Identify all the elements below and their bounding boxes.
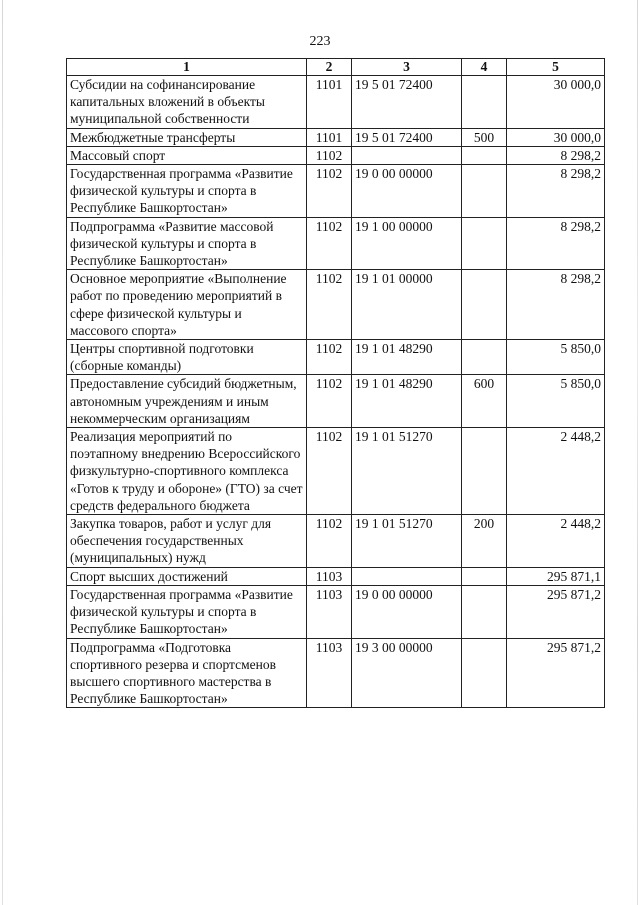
row-name: Массовый спорт [67, 146, 307, 164]
row-amount: 8 298,2 [507, 146, 605, 164]
row-name: Реализация мероприятий по поэтапному внедрению Всероссийского физкультурно-спортивного комплекса «Готов к труду и обороне» (ГТО) за счет средств федерального бюджета [67, 428, 307, 515]
row-amount: 2 448,2 [507, 515, 605, 568]
table-row [67, 217, 605, 270]
row-csr [352, 146, 462, 164]
table-row [67, 428, 605, 515]
row-section: 1101 [307, 76, 352, 129]
row-amount: 5 850,0 [507, 340, 605, 375]
row-amount: 295 871,2 [507, 638, 605, 708]
row-section: 1102 [307, 340, 352, 375]
row-amount: 30 000,0 [507, 128, 605, 146]
table-row [67, 375, 605, 428]
row-section: 1103 [307, 567, 352, 585]
table-header [67, 59, 605, 76]
table-row [67, 340, 605, 375]
row-csr: 19 3 00 00000 [352, 638, 462, 708]
row-csr: 19 1 01 00000 [352, 270, 462, 340]
row-amount: 295 871,1 [507, 567, 605, 585]
row-section: 1103 [307, 638, 352, 708]
row-amount: 8 298,2 [507, 165, 605, 218]
row-section: 1102 [307, 146, 352, 164]
scan-edge-right [637, 0, 638, 905]
row-name: Подпрограмма «Подготовка спортивного резерва и спортсменов высшего спортивного мастерства в Республике Башкортостан» [67, 638, 307, 708]
header-col-3: 3 [352, 59, 462, 76]
row-section: 1102 [307, 515, 352, 568]
row-section: 1102 [307, 375, 352, 428]
header-col-4: 4 [462, 59, 507, 76]
budget-table [66, 58, 605, 708]
header-col-2: 2 [307, 59, 352, 76]
row-name: Центры спортивной подготовки (сборные команды) [67, 340, 307, 375]
table-row [67, 515, 605, 568]
row-vr [462, 146, 507, 164]
row-section: 1102 [307, 428, 352, 515]
row-amount: 2 448,2 [507, 428, 605, 515]
table-row [67, 567, 605, 585]
row-section: 1102 [307, 217, 352, 270]
row-vr: 600 [462, 375, 507, 428]
row-name: Спорт высших достижений [67, 567, 307, 585]
row-csr: 19 0 00 00000 [352, 585, 462, 638]
row-section: 1102 [307, 165, 352, 218]
row-section: 1102 [307, 270, 352, 340]
table-row [67, 165, 605, 218]
row-vr [462, 270, 507, 340]
row-csr: 19 1 00 00000 [352, 217, 462, 270]
table-body [67, 76, 605, 708]
row-csr: 19 1 01 51270 [352, 428, 462, 515]
header-row [67, 59, 605, 76]
table-row [67, 128, 605, 146]
table-row [67, 638, 605, 708]
table-row [67, 76, 605, 129]
row-vr [462, 340, 507, 375]
row-csr: 19 1 01 51270 [352, 515, 462, 568]
row-vr [462, 165, 507, 218]
table-row [67, 270, 605, 340]
row-amount: 295 871,2 [507, 585, 605, 638]
row-csr: 19 5 01 72400 [352, 76, 462, 129]
row-amount: 8 298,2 [507, 270, 605, 340]
row-name: Государственная программа «Развитие физической культуры и спорта в Республике Башкортостан» [67, 165, 307, 218]
row-vr [462, 638, 507, 708]
row-vr [462, 585, 507, 638]
scan-edge-left [2, 0, 3, 905]
row-name: Основное мероприятие «Выполнение работ по проведению мероприятий в сфере физической культуры и массового спорта» [67, 270, 307, 340]
header-col-5: 5 [507, 59, 605, 76]
row-name: Закупка товаров, работ и услуг для обеспечения государственных (муниципальных) нужд [67, 515, 307, 568]
page-number: 223 [309, 34, 331, 49]
row-vr: 500 [462, 128, 507, 146]
row-csr: 19 1 01 48290 [352, 375, 462, 428]
row-section: 1103 [307, 585, 352, 638]
row-vr [462, 76, 507, 129]
row-name: Субсидии на софинансирование капитальных вложений в объекты муниципальной собственности [67, 76, 307, 129]
row-name: Предоставление субсидий бюджетным, автономным учреждениям и иным некоммерческим организациям [67, 375, 307, 428]
row-section: 1101 [307, 128, 352, 146]
header-col-1: 1 [67, 59, 307, 76]
row-csr: 19 5 01 72400 [352, 128, 462, 146]
row-vr [462, 428, 507, 515]
row-amount: 8 298,2 [507, 217, 605, 270]
row-amount: 30 000,0 [507, 76, 605, 129]
row-csr: 19 1 01 48290 [352, 340, 462, 375]
row-name: Межбюджетные трансферты [67, 128, 307, 146]
table-row [67, 146, 605, 164]
row-amount: 5 850,0 [507, 375, 605, 428]
table-row [67, 585, 605, 638]
row-vr: 200 [462, 515, 507, 568]
row-csr: 19 0 00 00000 [352, 165, 462, 218]
row-name: Государственная программа «Развитие физической культуры и спорта в Республике Башкортостан» [67, 585, 307, 638]
row-vr [462, 217, 507, 270]
row-csr [352, 567, 462, 585]
row-name: Подпрограмма «Развитие массовой физической культуры и спорта в Республике Башкортостан» [67, 217, 307, 270]
row-vr [462, 567, 507, 585]
